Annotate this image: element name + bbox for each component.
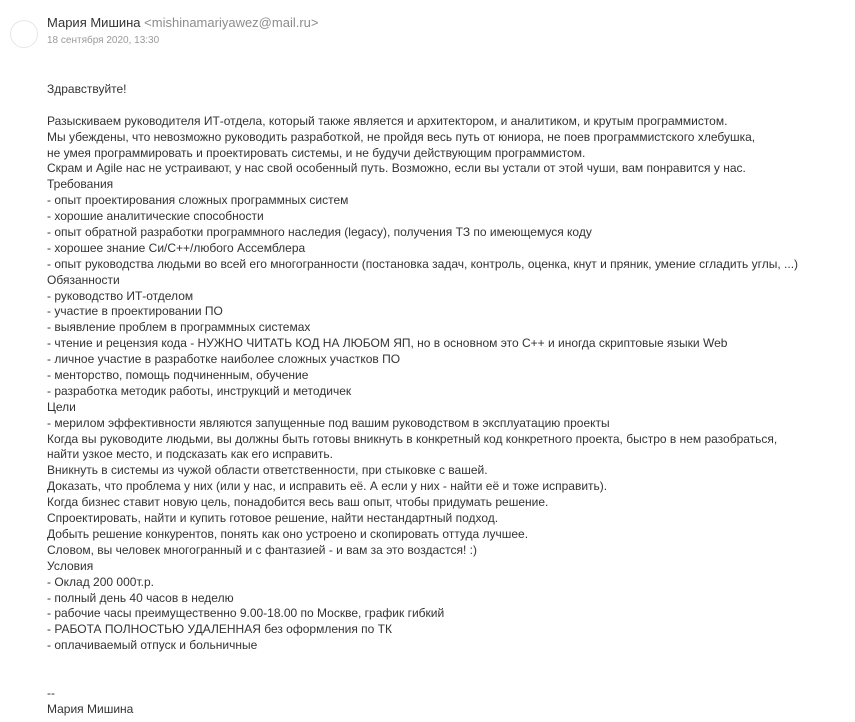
message-line: Мария Мишина bbox=[47, 701, 134, 716]
message-line: Условия bbox=[47, 558, 94, 573]
message-line: Спроектировать, найти и купить готовое решение, найти нестандартный подход. bbox=[47, 511, 499, 526]
message-line: не умея программировать и проектировать системы, и не будучи действующим программистом. bbox=[47, 145, 586, 160]
message-line: - полный день 40 часов в неделю bbox=[47, 590, 234, 605]
message-line: - оплачиваемый отпуск и больничные bbox=[47, 638, 258, 653]
message-line: - разработка методик работы, инструкций и методичек bbox=[47, 383, 352, 398]
message-line: - личное участие в разработке наиболее сложных участков ПО bbox=[47, 352, 401, 367]
message-line: - руководство ИТ-отделом bbox=[47, 288, 194, 303]
message-line: Словом, вы человек многогранный и с фантазией - и вам за это воздастся! :) bbox=[47, 542, 477, 557]
message-line bbox=[47, 98, 847, 114]
message-line: Мы убеждены, что невозможно руководить разработкой, не пройдя весь путь от юниора, не поев программистского хлебушка, bbox=[47, 129, 756, 144]
message-line: - участие в проектировании ПО bbox=[47, 304, 223, 319]
message-line: - опыт проектирования сложных программных систем bbox=[47, 193, 349, 208]
message-line: - мерилом эффективности являются запущенные под вашим руководством в эксплуатацию проекты bbox=[47, 415, 610, 430]
message-line: Когда бизнес ставит новую цель, понадобится весь ваш опыт, чтобы придумать решение. bbox=[47, 495, 549, 510]
message-line: найти узкое место, и подсказать как его исправить. bbox=[47, 447, 334, 462]
sender-email[interactable]: <mishinamariyawez@mail.ru> bbox=[144, 15, 319, 30]
avatar[interactable] bbox=[10, 20, 38, 48]
message-date: 18 сентября 2020, 13:30 bbox=[47, 35, 160, 46]
message-line: Здравствуйте! bbox=[47, 82, 127, 96]
message-line: - опыт руководства людьми во всей его многогранности (постановка задач, контроль, оценка, кнут и пряник, умение сгладить углы, ...) bbox=[47, 256, 799, 271]
message-line: - чтение и рецензия кода - НУЖНО ЧИТАТЬ КОД НА ЛЮБОМ ЯП, но в основном это С++ и иногда скриптовые языки Web bbox=[47, 336, 728, 351]
message-line: - выявление проблем в программных системах bbox=[47, 320, 311, 335]
message-line: - хорошее знание Си/С++/любого Ассемблера bbox=[47, 240, 306, 255]
message-line: - рабочие часы преимущественно 9.00-18.00 по Москве, график гибкий bbox=[47, 606, 445, 621]
message-line: -- bbox=[47, 685, 55, 700]
message-line: - менторство, помощь подчиненным, обучение bbox=[47, 368, 309, 383]
message-line: Скрам и Agile нас не устраивают, у нас свой особенный путь. Возможно, если вы устали от этой чуши, вам понравится у нас. bbox=[47, 161, 746, 176]
message-line: - опыт обратной разработки программного наследия (legacy), получения ТЗ по имеющемуся коду bbox=[47, 225, 592, 240]
message-line bbox=[47, 670, 847, 686]
message-line: Добыть решение конкурентов, понять как оно устроено и скопировать оттуда лучшее. bbox=[47, 526, 529, 541]
message-line: - Оклад 200 000т.р. bbox=[47, 574, 154, 589]
sender-name[interactable]: Мария Мишина bbox=[47, 15, 141, 30]
message-header bbox=[0, 0, 855, 60]
message-line bbox=[47, 654, 847, 670]
message-body bbox=[47, 82, 847, 718]
message-line: Требования bbox=[47, 177, 114, 192]
message-line: Когда вы руководите людьми, вы должны быть готовы вникнуть в конкретный код конкретного проекта, быстро в нем разобраться, bbox=[47, 431, 778, 446]
sender-line bbox=[47, 15, 318, 31]
message-line: Вникнуть в системы из чужой области ответственности, при стыковке с вашей. bbox=[47, 463, 488, 478]
message-line: - хорошие аналитические способности bbox=[47, 209, 264, 224]
message-line: Цели bbox=[47, 399, 76, 414]
message-line: - РАБОТА ПОЛНОСТЬЮ УДАЛЕННАЯ без оформления по ТК bbox=[47, 622, 392, 637]
message-line: Разыскиваем руководителя ИТ-отдела, который также является и архитектором, и аналитиком, и крутым программистом. bbox=[47, 113, 728, 128]
message-line: Обязанности bbox=[47, 272, 120, 287]
message-line: Доказать, что проблема у них (или у нас, и исправить её. А если у них - найти её и тоже исправить). bbox=[47, 479, 608, 494]
